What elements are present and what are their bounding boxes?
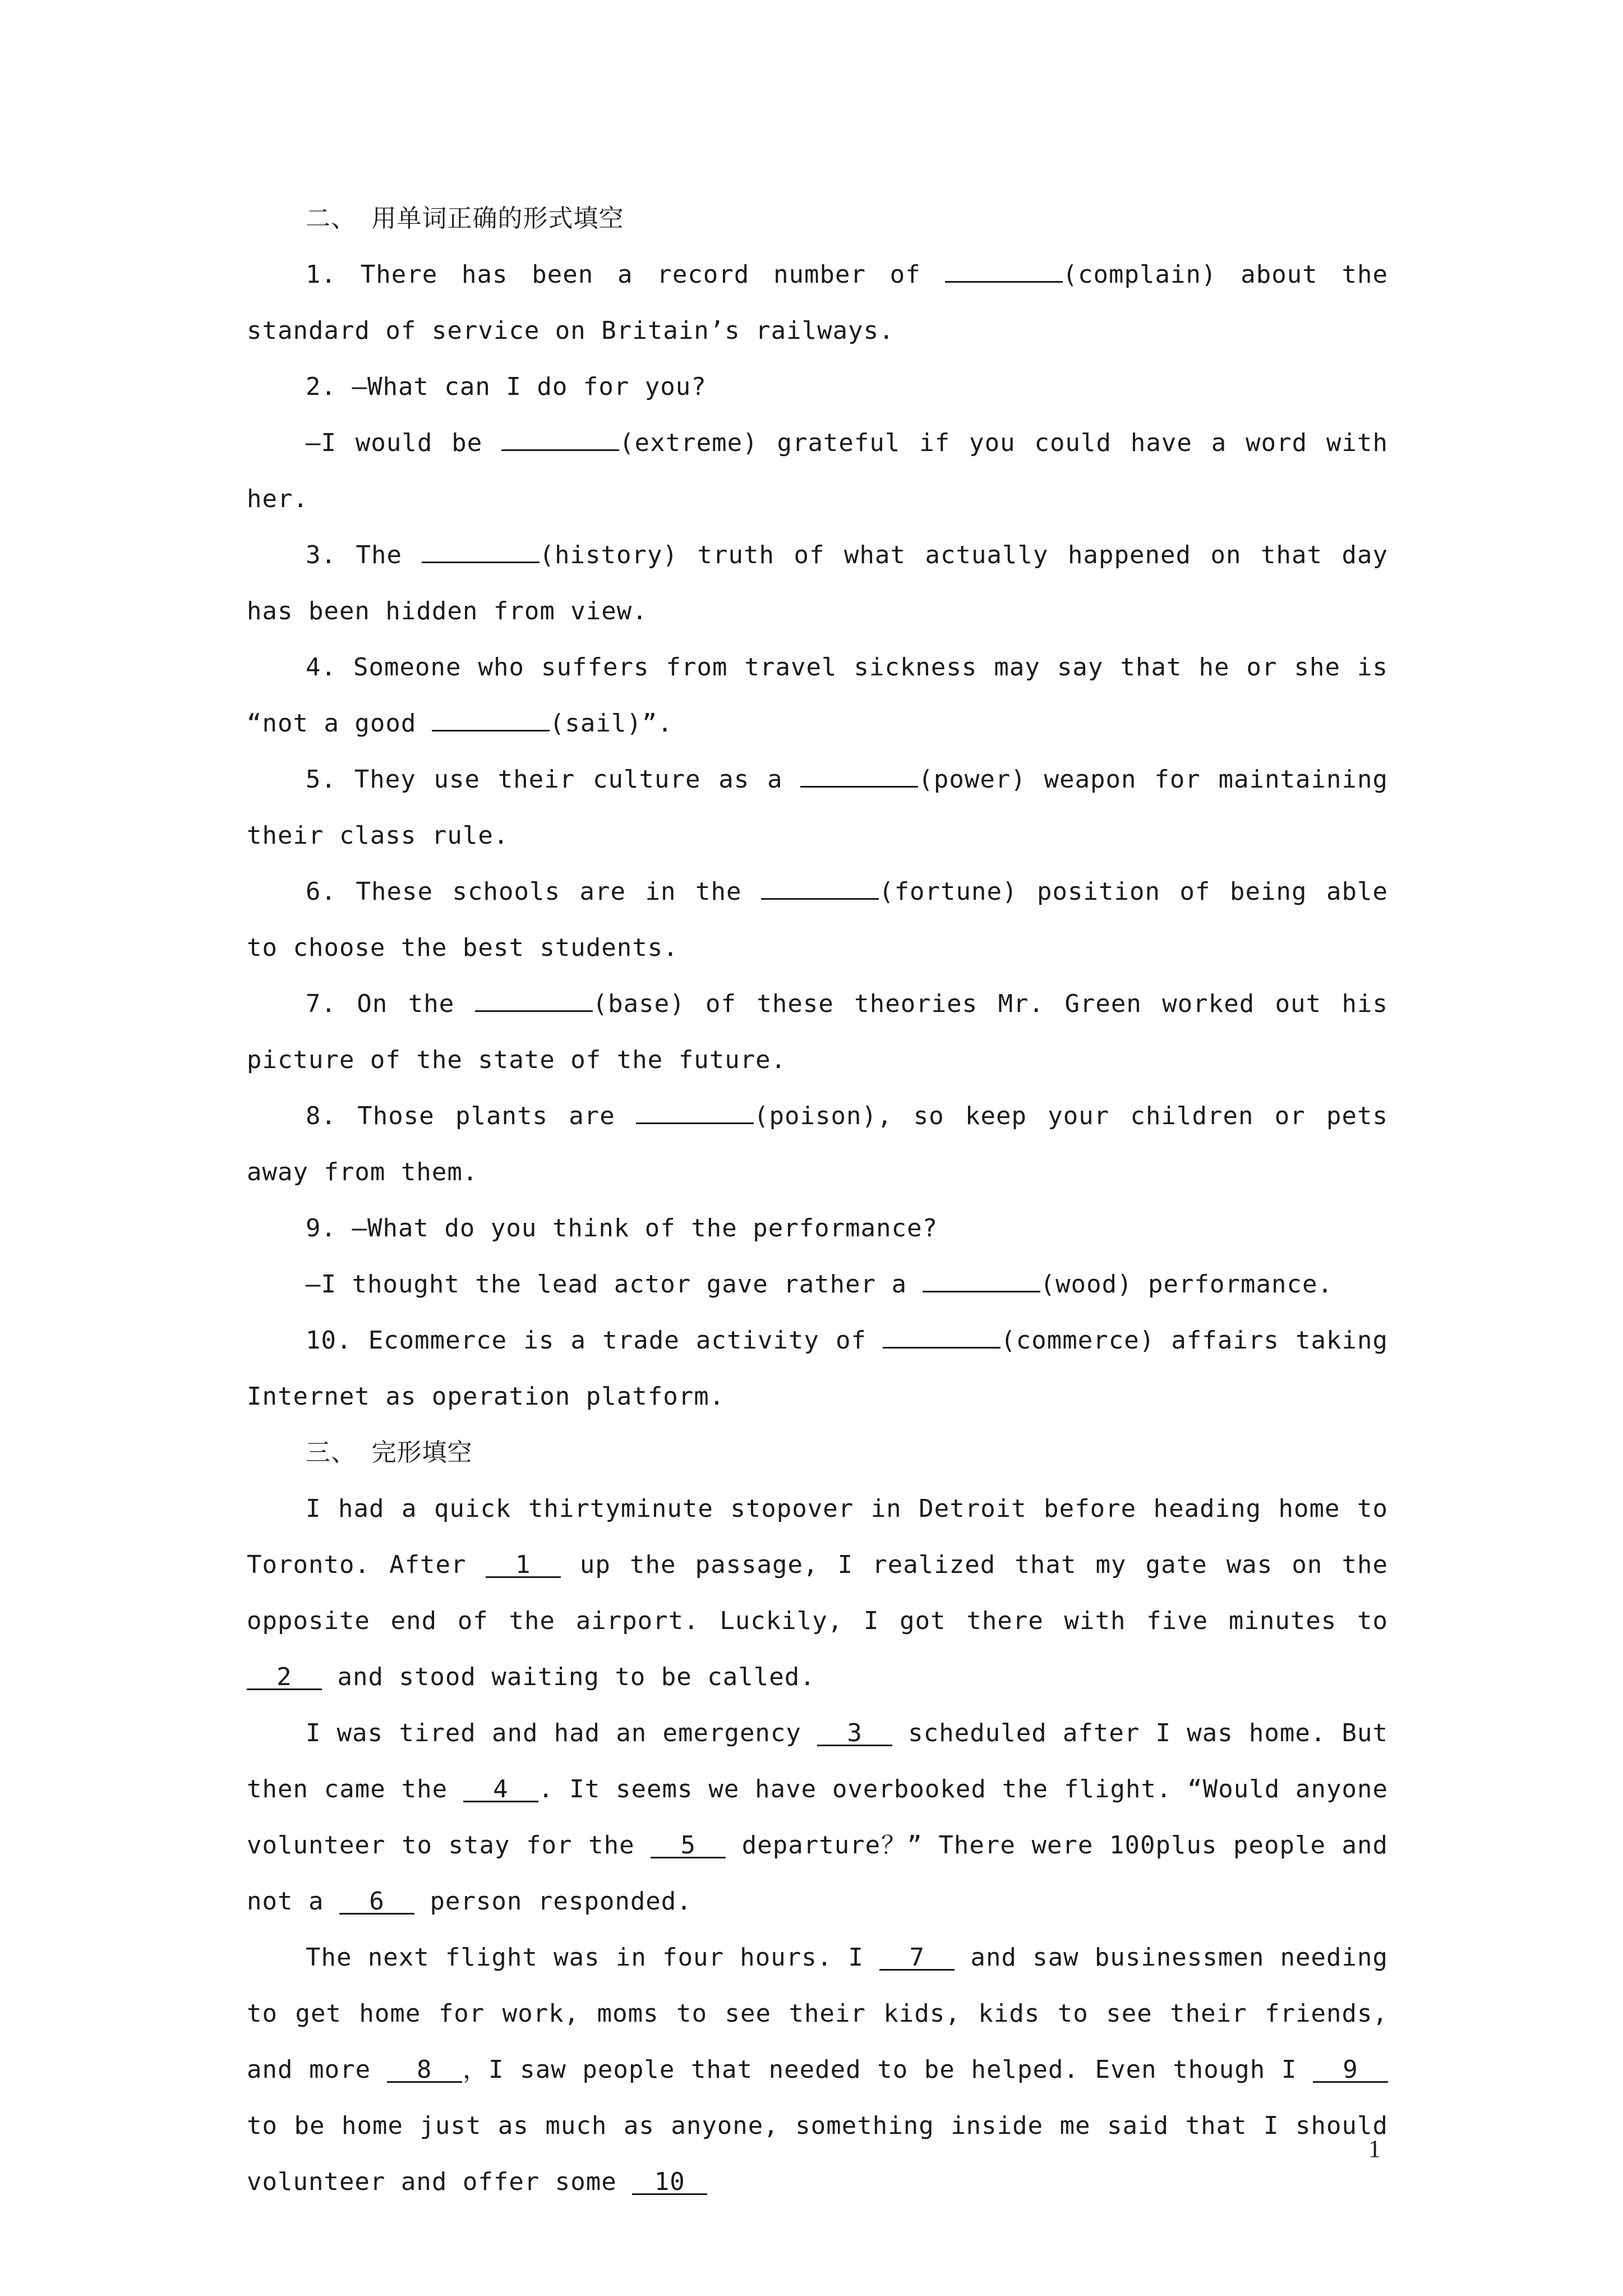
cloze-paragraph-3 <box>247 1930 1388 2210</box>
answer-blank[interactable] <box>945 281 1063 283</box>
page-number: 1 <box>1368 2135 1381 2162</box>
document-body <box>247 191 1388 2210</box>
cloze-blank-7[interactable]: 7 <box>879 1947 955 1971</box>
question-9-prompt: 9. —What do you think of the performance? <box>306 1214 938 1243</box>
passage-text: ，I saw people that needed to be helped. Even though I <box>462 2055 1313 2084</box>
question-text: 1. There has been a record number of <box>306 260 945 289</box>
passage-text: up the passage, I realized that my gate was on the opposite end of the airport. Luckily, I got there with five minutes to <box>247 1550 1388 1635</box>
question-hint: (history) truth of what actually happened on that day has been hidden from view. <box>247 541 1389 625</box>
question-6 <box>247 864 1388 976</box>
passage-text: scheduled after I was home. But then came the <box>247 1719 1388 1803</box>
cloze-blank-3[interactable]: 3 <box>817 1722 892 1746</box>
question-hint: (power) weapon for maintaining their class rule. <box>247 765 1388 850</box>
question-10 <box>247 1313 1388 1425</box>
question-text: 4. Someone who suffers from travel sickness may say that he or she is “not a good <box>247 653 1388 738</box>
passage-text: to be home just as much as anyone, something inside me said that I should volunteer and offer some <box>247 2111 1388 2196</box>
question-7 <box>247 976 1388 1088</box>
question-hint: (base) of these theories Mr. Green worked out his picture of the state of the future. <box>247 990 1388 1074</box>
section2-heading: 二、 用单词正确的形式填空 <box>306 204 624 233</box>
question-text: 8. Those plants are <box>306 1102 637 1130</box>
cloze-blank-8[interactable]: 8 <box>387 2059 462 2083</box>
question-text: —I thought the lead actor gave rather a <box>306 1270 923 1299</box>
question-hint: (poison), so keep your children or pets away from them. <box>247 1102 1388 1186</box>
question-4 <box>247 639 1388 752</box>
question-text: 7. On the <box>306 990 475 1018</box>
cloze-blank-4[interactable]: 4 <box>463 1778 538 1802</box>
cloze-blank-9[interactable]: 9 <box>1313 2059 1388 2083</box>
passage-text: The next flight was in four hours. I <box>306 1943 880 1972</box>
answer-blank[interactable] <box>636 1122 754 1124</box>
answer-blank[interactable] <box>422 562 540 563</box>
answer-blank[interactable] <box>501 449 619 451</box>
answer-blank[interactable] <box>923 1291 1040 1292</box>
question-3 <box>247 527 1388 639</box>
question-hint: (complain) about the standard of service on Britain’s railways. <box>247 260 1388 345</box>
cloze-paragraph-2 <box>247 1705 1388 1930</box>
cloze-blank-10[interactable]: 10 <box>632 2171 707 2195</box>
question-text: 10. Ecommerce is a trade activity of <box>306 1326 883 1355</box>
question-hint: (sail)”. <box>549 709 673 738</box>
passage-text: and saw businessmen needing to get home for work, moms to see their kids, kids to see their friends, and more <box>247 1943 1389 2084</box>
answer-blank[interactable] <box>761 898 879 900</box>
question-2-prompt: 2. —What can I do for you? <box>306 372 707 401</box>
passage-text: . It seems we have overbooked the flight. “Would anyone volunteer to stay for the <box>247 1775 1388 1860</box>
question-hint: (commerce) affairs taking Internet as operation platform. <box>247 1326 1389 1411</box>
answer-blank[interactable] <box>883 1347 1000 1349</box>
passage-text: and stood waiting to be called. <box>322 1663 815 1691</box>
question-1 <box>247 247 1388 359</box>
cloze-blank-2[interactable]: 2 <box>247 1666 322 1690</box>
question-text: 5. They use their culture as a <box>306 765 801 794</box>
question-hint: (extreme) grateful if you could have a word with her. <box>247 429 1389 513</box>
question-text: —I would be <box>306 429 502 457</box>
answer-blank[interactable] <box>475 1010 593 1012</box>
question-8 <box>247 1088 1388 1200</box>
passage-text: I had a quick thirtyminute stopover in Detroit before heading home to Toronto. After <box>247 1494 1388 1579</box>
question-text: 6. These schools are in the <box>306 877 762 906</box>
passage-text: I was tired and had an emergency <box>306 1719 818 1747</box>
question-9 <box>247 1257 1388 1313</box>
answer-blank[interactable] <box>432 730 550 731</box>
cloze-blank-5[interactable]: 5 <box>651 1834 726 1858</box>
answer-blank[interactable] <box>800 786 918 788</box>
question-hint: (wood) performance. <box>1040 1270 1333 1299</box>
section3-heading: 三、 完形填空 <box>306 1438 473 1467</box>
question-text: 3. The <box>306 541 422 569</box>
passage-text: person responded. <box>414 1887 692 1916</box>
cloze-paragraph-1 <box>247 1481 1388 1705</box>
question-2 <box>247 415 1388 527</box>
passage-text: departure？” There were 100plus people and not a <box>247 1831 1388 1916</box>
cloze-blank-6[interactable]: 6 <box>339 1890 414 1915</box>
question-hint: (fortune) position of being able to choose the best students. <box>247 877 1388 962</box>
question-5 <box>247 752 1388 864</box>
cloze-blank-1[interactable]: 1 <box>486 1554 561 1578</box>
